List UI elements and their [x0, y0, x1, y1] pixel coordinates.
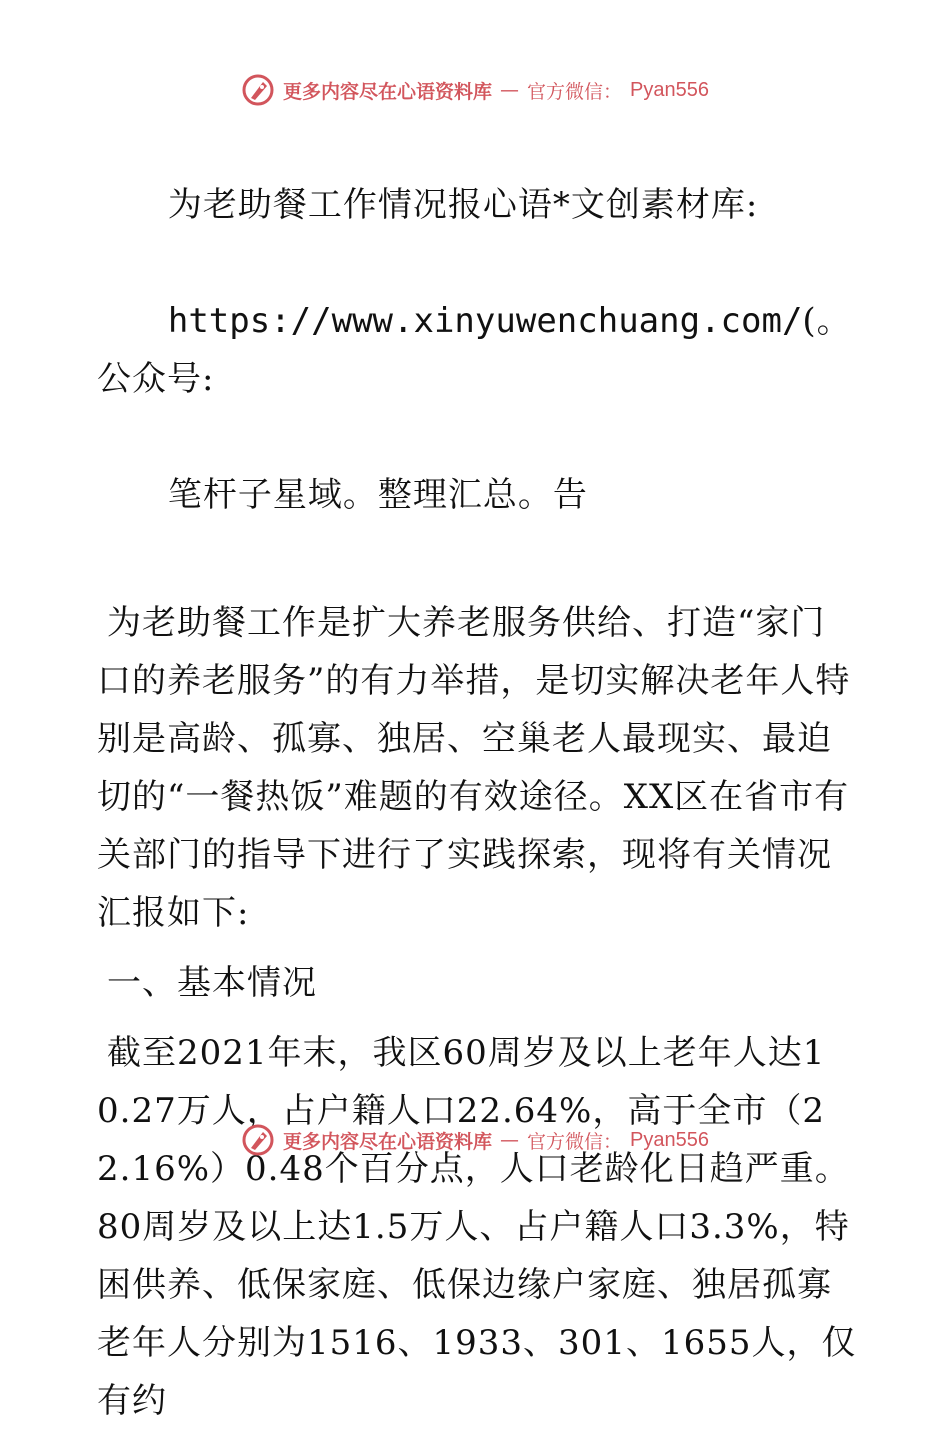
header-wechat-id: Pyan556: [630, 78, 709, 101]
pen-nib-logo-icon: [241, 1123, 275, 1157]
pen-nib-logo-icon: [241, 73, 275, 107]
header-wechat-label: 官方微信：: [527, 80, 623, 103]
intro-line-3: 笔杆子星域。整理汇总。告: [167, 475, 588, 515]
source-url: https://www.xinyuwenchuang.com/: [167, 301, 803, 341]
intro-line-2-tail: (。公众号:: [97, 301, 852, 399]
header-site-text: 更多内容尽在心语资料库: [283, 80, 493, 103]
section-heading: 一、基本情况: [107, 963, 317, 1003]
intro-paragraph: [97, 118, 857, 582]
document-body: [97, 118, 857, 1442]
footer-dash: —: [500, 1129, 520, 1151]
footer-site-text: 更多内容尽在心语资料库: [283, 1130, 493, 1153]
body-paragraph-2: 截至2021年末，我区60周岁及以上老年人达10.27万人，占户籍人口22.64%，高于全市（22.16%）0.48个百分点，人口老龄化日趋严重。80周岁及以上达1.5万人、占户籍人口3.3%，特困供养、低保家庭、低保边缘户家庭、独居孤寡老年人分别为1516、1933、301、1655人，仅有约: [97, 1033, 857, 1421]
intro-line-1: 为老助餐工作情况报心语*文创素材库:: [167, 185, 759, 225]
header-banner: [0, 70, 950, 110]
header-dash: —: [500, 79, 520, 101]
footer-wechat-id: Pyan556: [630, 1128, 709, 1151]
footer-wechat-label: 官方微信：: [527, 1130, 623, 1153]
body-paragraph-1: 为老助餐工作是扩大养老服务供给、打造“家门口的养老服务”的有力举措，是切实解决老年人特别是高龄、孤寡、独居、空巢老人最现实、最迫切的“一餐热饭”难题的有效途径。XX区在省市有关部门的指导下进行了实践探索，现将有关情况汇报如下:: [97, 603, 851, 933]
footer-banner: [0, 1120, 950, 1160]
